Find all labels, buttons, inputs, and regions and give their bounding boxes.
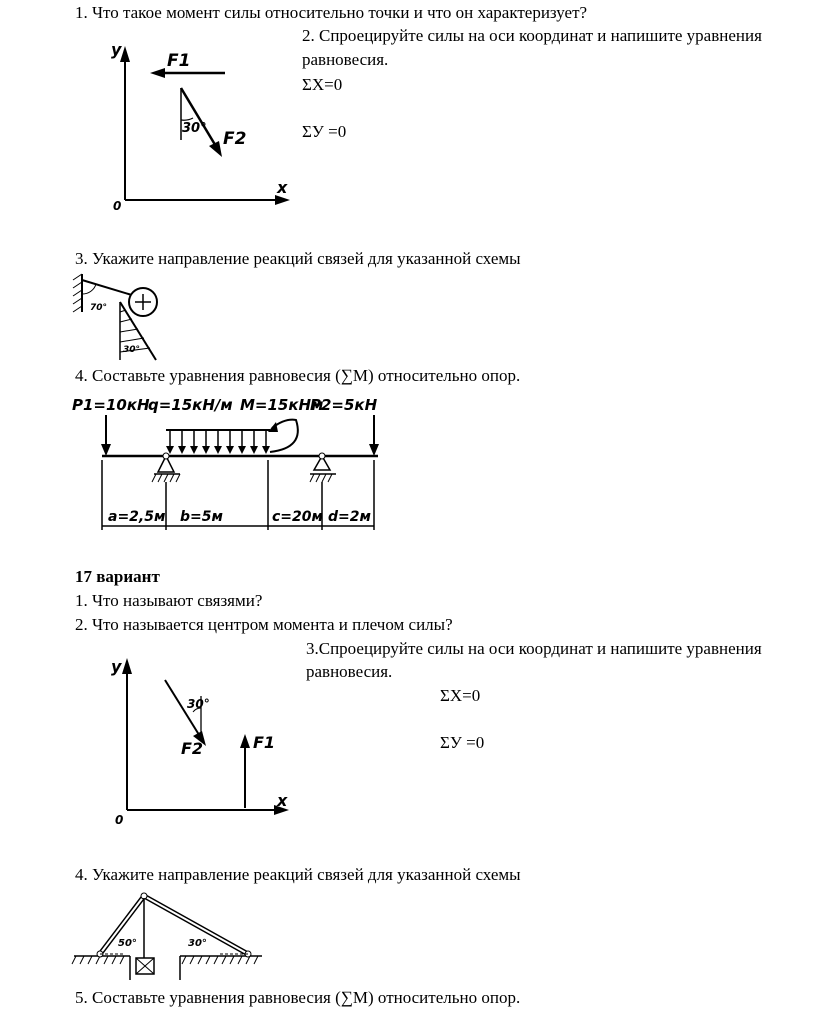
question-2-line-2: равновесия. — [302, 50, 389, 69]
p2-label: P2=5кН — [310, 396, 378, 414]
question-2-line-1: 2. Спроецируйте силы на оси координат и напишите уравнения — [302, 26, 762, 45]
x-axis-label-2: x — [277, 791, 288, 810]
variant-question-5: 5. Составьте уравнения равновесия (∑M) относительно опор. — [75, 988, 521, 1007]
angle-50-label: 50° — [118, 938, 137, 949]
dim-b-label: b=5м — [180, 509, 223, 525]
dim-a-label: a=2,5м — [108, 509, 166, 525]
f1-label-2: F1 — [253, 733, 276, 752]
angle-70-label: 70° — [90, 303, 108, 313]
force-diagram-2 — [105, 650, 305, 830]
y-axis-label-2: y — [111, 657, 122, 676]
angle-30-label: 30° — [123, 345, 141, 355]
variant-question-1: 1. Что называют связями? — [75, 591, 263, 610]
question-3: 3. Укажите направление реакций связей для указанной схемы — [75, 249, 521, 268]
variant-question-3-line-2: равновесия. — [306, 662, 393, 681]
question-4: 4. Составьте уравнения равновесия (∑M) относительно опор. — [75, 366, 521, 385]
f2-label-2: F2 — [181, 739, 204, 758]
angle-label: 30° — [182, 121, 207, 136]
m-label: M=15кНм — [240, 396, 324, 414]
variant-sum-x-equation: ΣX=0 — [440, 686, 481, 705]
variant-sum-y-equation: ΣУ =0 — [440, 733, 485, 752]
support-diagram-1 — [70, 272, 170, 367]
y-axis-label: y — [111, 40, 122, 59]
dim-d-label: d=2м — [328, 509, 371, 525]
dim-c-label: c=20м — [272, 509, 323, 525]
angle-label-2: 30° — [187, 697, 210, 711]
f2-label: F2 — [223, 129, 247, 149]
x-axis-label: x — [277, 178, 288, 197]
question-1: 1. Что такое момент силы относительно точки и что он характеризует? — [75, 3, 588, 22]
variant-question-4: 4. Укажите направление реакций связей для указанной схемы — [75, 865, 521, 884]
q-label: q=15кН/м — [148, 396, 233, 414]
sum-x-equation: ΣX=0 — [302, 75, 343, 94]
p1-label: P1=10кН — [72, 396, 150, 414]
origin-label-2: 0 — [115, 813, 124, 827]
variant-question-3-line-1: 3.Спроецируйте силы на оси координат и напишите уравнения — [306, 639, 762, 658]
angle-30-label-2: 30° — [188, 938, 207, 949]
force-diagram-1 — [105, 40, 305, 220]
variant-question-2: 2. Что называется центром момента и плечом силы? — [75, 615, 453, 634]
origin-label: 0 — [113, 199, 122, 213]
beam-diagram — [70, 390, 390, 540]
variant-title: 17 вариант — [75, 567, 160, 586]
sum-y-equation: ΣУ =0 — [302, 122, 347, 141]
support-diagram-2 — [70, 888, 270, 983]
f1-label: F1 — [167, 51, 191, 71]
